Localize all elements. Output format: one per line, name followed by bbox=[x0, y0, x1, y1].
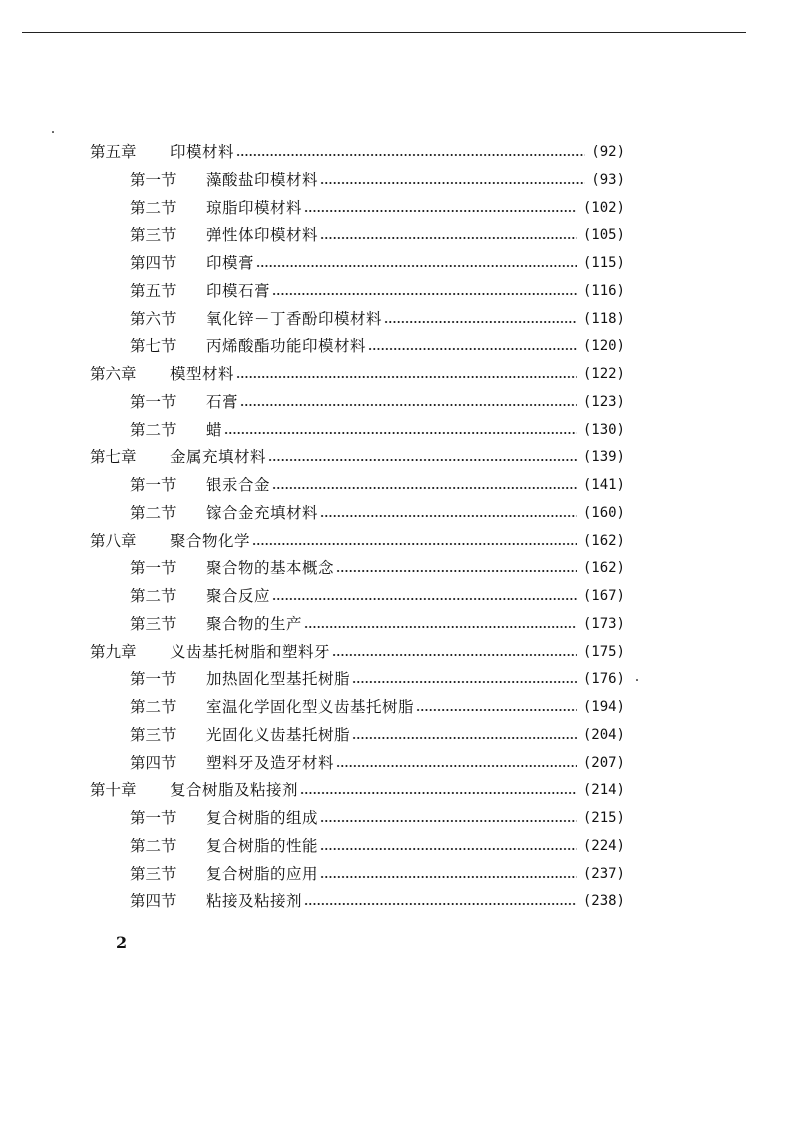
toc-section-row bbox=[130, 696, 625, 718]
dot-leader bbox=[304, 209, 577, 213]
section-number: 第二节 bbox=[130, 503, 177, 522]
page-reference: (238) bbox=[582, 893, 625, 910]
section-number: 第二节 bbox=[130, 587, 177, 605]
toc-section-row bbox=[130, 835, 625, 857]
chapter-title: 模型材料 bbox=[170, 365, 235, 383]
chapter-title: 复合树脂及粘接剂 bbox=[170, 781, 299, 800]
toc-section-row bbox=[130, 335, 625, 357]
toc-section-row bbox=[130, 169, 625, 191]
section-number: 第二节 bbox=[130, 836, 177, 855]
chapter-title: 聚合物化学 bbox=[170, 531, 251, 550]
chapter-number: 第五章 bbox=[90, 143, 137, 161]
dot-leader bbox=[416, 708, 577, 712]
section-title: 石膏 bbox=[206, 392, 239, 411]
section-title: 氧化锌－丁香酚印模材料 bbox=[206, 309, 383, 328]
dot-leader bbox=[368, 347, 577, 351]
section-title: 镓合金充填材料 bbox=[206, 503, 319, 522]
dot-leader bbox=[300, 791, 577, 795]
page-reference: (167) bbox=[582, 588, 625, 604]
dot-leader bbox=[336, 764, 577, 768]
section-title: 聚合物的生产 bbox=[206, 614, 303, 633]
page-reference: (139) bbox=[582, 449, 625, 466]
section-title: 复合树脂的性能 bbox=[206, 836, 319, 855]
toc-section-row bbox=[130, 585, 625, 607]
dot-leader bbox=[236, 375, 577, 379]
page-reference: (160) bbox=[582, 504, 625, 521]
page-reference: (204) bbox=[582, 726, 625, 743]
section-number: 第一节 bbox=[130, 476, 177, 494]
section-title: 复合树脂的组成 bbox=[206, 809, 319, 827]
dot-leader bbox=[336, 569, 577, 573]
section-number: 第二节 bbox=[130, 420, 177, 439]
page-number: 2 bbox=[116, 933, 128, 952]
page-reference: (173) bbox=[582, 615, 625, 632]
dot-leader bbox=[272, 292, 577, 296]
chapter-number: 第七章 bbox=[90, 448, 137, 467]
toc-section-row bbox=[130, 419, 625, 441]
page-reference: (93) bbox=[591, 171, 625, 188]
dot-leader bbox=[272, 597, 577, 601]
toc-section-row bbox=[130, 252, 625, 274]
toc-section-row bbox=[130, 613, 625, 635]
dot-leader bbox=[352, 736, 577, 740]
section-title: 聚合物的基本概念 bbox=[206, 559, 335, 578]
dot-leader bbox=[320, 819, 577, 823]
section-title: 藻酸盐印模材料 bbox=[206, 170, 319, 189]
toc-section-row bbox=[130, 391, 625, 413]
page-reference: (162) bbox=[582, 560, 625, 577]
toc-section-row bbox=[130, 502, 625, 524]
dot-leader bbox=[224, 431, 577, 435]
toc-chapter-row bbox=[90, 446, 625, 468]
toc-section-row bbox=[130, 224, 625, 246]
section-title: 丙烯酸酯功能印模材料 bbox=[206, 337, 367, 356]
dot-leader bbox=[256, 264, 577, 268]
dot-leader bbox=[272, 486, 577, 490]
toc-section-row bbox=[130, 474, 625, 496]
toc-chapter-row bbox=[90, 141, 625, 163]
section-number: 第五节 bbox=[130, 281, 177, 300]
chapter-number: 第九章 bbox=[90, 642, 137, 661]
page-reference: (115) bbox=[582, 255, 625, 271]
page-reference: (120) bbox=[582, 338, 625, 355]
chapter-title: 义齿基托树脂和塑料牙 bbox=[170, 642, 331, 661]
dot-leader bbox=[304, 625, 577, 629]
dot-leader bbox=[236, 153, 585, 157]
dot-leader bbox=[320, 181, 585, 185]
section-number: 第一节 bbox=[130, 559, 177, 578]
page-reference: (130) bbox=[582, 421, 625, 438]
toc-section-row bbox=[130, 197, 625, 219]
dot-leader bbox=[320, 847, 577, 851]
page-reference: (122) bbox=[582, 366, 625, 382]
page-reference: (118) bbox=[582, 310, 625, 327]
section-title: 聚合反应 bbox=[206, 587, 271, 605]
chapter-number: 第六章 bbox=[90, 365, 137, 383]
section-number: 第七节 bbox=[130, 337, 177, 356]
section-number: 第一节 bbox=[130, 670, 177, 689]
page-reference: (141) bbox=[582, 477, 625, 493]
page-reference: (214) bbox=[582, 782, 625, 799]
chapter-title: 印模材料 bbox=[170, 143, 235, 161]
section-number: 第二节 bbox=[130, 198, 177, 217]
toc-section-row bbox=[130, 557, 625, 579]
page-reference: (116) bbox=[582, 282, 625, 299]
chapter-title: 金属充填材料 bbox=[170, 448, 267, 467]
section-number: 第四节 bbox=[130, 254, 177, 272]
toc-section-row bbox=[130, 308, 625, 330]
section-title: 光固化义齿基托树脂 bbox=[206, 725, 351, 744]
dot-leader bbox=[320, 514, 577, 518]
section-number: 第四节 bbox=[130, 892, 177, 911]
section-title: 琼脂印模材料 bbox=[206, 198, 303, 217]
page-reference: (194) bbox=[582, 699, 625, 715]
toc-chapter-row bbox=[90, 363, 625, 385]
toc-chapter-row bbox=[90, 779, 625, 801]
section-title: 印模石膏 bbox=[206, 281, 271, 300]
dot-leader bbox=[320, 236, 577, 240]
page-reference: (175) bbox=[582, 643, 625, 660]
page-reference: (123) bbox=[582, 393, 625, 410]
dot-leader bbox=[332, 653, 577, 657]
section-number: 第三节 bbox=[130, 614, 177, 633]
page-reference: (207) bbox=[582, 754, 625, 771]
page-reference: (105) bbox=[582, 227, 625, 244]
section-number: 第三节 bbox=[130, 864, 177, 883]
chapter-number: 第八章 bbox=[90, 531, 137, 550]
section-number: 第四节 bbox=[130, 753, 177, 772]
toc-section-row bbox=[130, 890, 625, 912]
section-title: 室温化学固化型义齿基托树脂 bbox=[206, 698, 415, 716]
dot-leader bbox=[268, 458, 577, 462]
section-number: 第二节 bbox=[130, 698, 177, 716]
section-number: 第一节 bbox=[130, 170, 177, 189]
section-title: 银汞合金 bbox=[206, 476, 271, 494]
section-number: 第三节 bbox=[130, 226, 177, 245]
section-number: 第三节 bbox=[130, 725, 177, 744]
dot-leader bbox=[320, 875, 577, 879]
toc-chapter-row bbox=[90, 530, 625, 552]
section-title: 蜡 bbox=[206, 420, 223, 439]
toc-section-row bbox=[130, 280, 625, 302]
section-number: 第一节 bbox=[130, 392, 177, 411]
dot-leader bbox=[240, 403, 577, 407]
toc-section-row bbox=[130, 752, 625, 774]
toc-section-row bbox=[130, 807, 625, 829]
section-title: 印模膏 bbox=[206, 254, 255, 272]
section-number: 第一节 bbox=[130, 809, 177, 827]
section-title: 塑料牙及造牙材料 bbox=[206, 753, 335, 772]
toc-section-row bbox=[130, 724, 625, 746]
section-title: 复合树脂的应用 bbox=[206, 864, 319, 883]
dot-leader bbox=[384, 320, 577, 324]
section-number: 第六节 bbox=[130, 309, 177, 328]
page-reference: (176) bbox=[582, 671, 625, 688]
chapter-number: 第十章 bbox=[90, 781, 137, 800]
page-reference: (162) bbox=[582, 532, 625, 549]
toc-chapter-row bbox=[90, 641, 625, 663]
toc-section-row bbox=[130, 668, 625, 690]
page-reference: (215) bbox=[582, 810, 625, 826]
dot-leader bbox=[352, 680, 577, 684]
page-reference: (224) bbox=[582, 837, 625, 854]
toc-section-row bbox=[130, 863, 625, 885]
section-title: 弹性体印模材料 bbox=[206, 226, 319, 245]
section-title: 粘接及粘接剂 bbox=[206, 892, 303, 911]
dot-leader bbox=[304, 902, 577, 906]
section-title: 加热固化型基托树脂 bbox=[206, 670, 351, 689]
page-reference: (92) bbox=[591, 144, 625, 160]
dot-leader bbox=[252, 542, 577, 546]
page-reference: (237) bbox=[582, 865, 625, 882]
page-reference: (102) bbox=[582, 199, 625, 216]
